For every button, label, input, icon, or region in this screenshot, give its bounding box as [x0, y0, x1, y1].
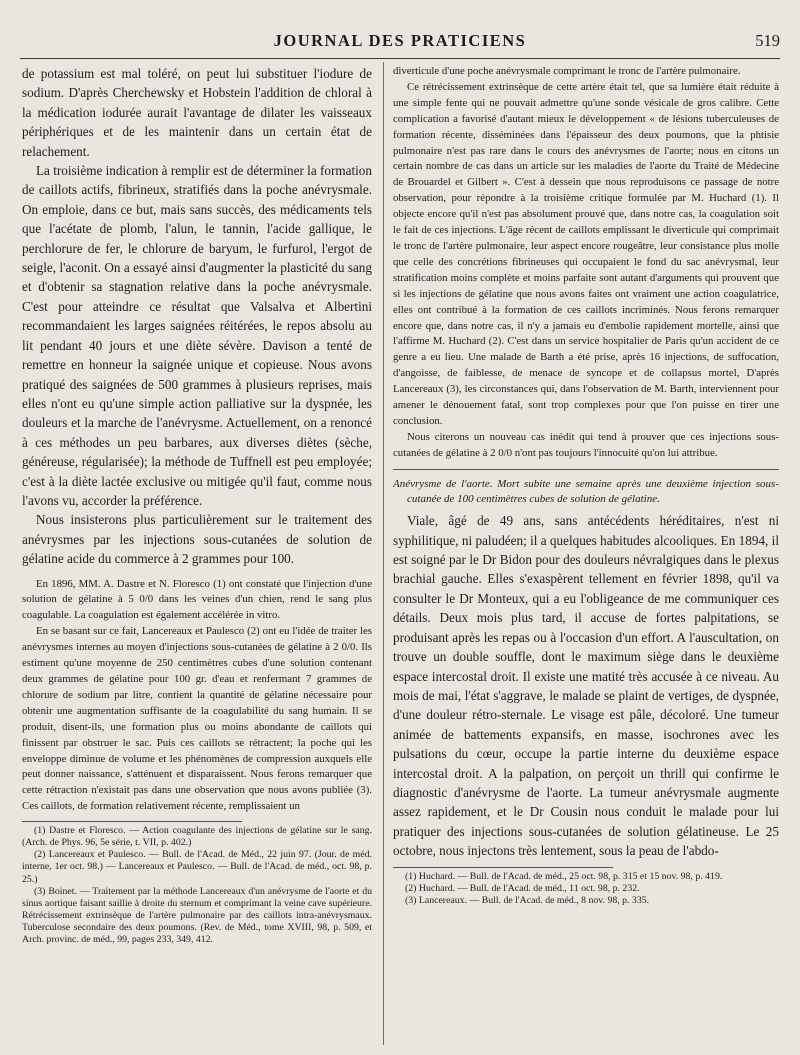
left-paragraph-1: de potassium est mal toléré, on peut lui substituer l'iodure de sodium. D'après Cherchewsky et Hobstein l'addition de chloral à la médication iodurée aurait l'avantage de dilater les vaisseaux périphériques et de les maintenir dans un certain état de relachement. — [22, 66, 372, 159]
footnote-rule — [22, 821, 242, 822]
left-small-paragraph-2: En se basant sur ce fait, Lancereaux et Paulesco (2) ont eu l'idée de traiter les anévrysmes internes au moyen d'injections sous-cutanées de gélatine à 2 0/0. Ils estiment qu'une moyenne de 250 centimètres cubes d'une solution contenant deux grammes de gélatine pour 100 gr. d'eau et renfermant 7 grammes de chlorure de sodium par litre, contient la quantité de gélatine nécessaire pour obtenir une augmentation suffisante de la coagulabilité du sang humain. Il se produit, disent-ils, une formation plus ou moins abondante de caillots qui finissent par obstruer le sac. Puis ces caillots se rétractent; la poche qui les enveloppe diminue de volume et les phénomènes de compression auxquels elle peut donner naissance, s'atténuent et disparaissent. Nous ferons remarquer que cette rétraction n'existait pas dans une observation que nous avons publiée (3). Ces caillots, de formation relativement récente, remplissaient un — [22, 625, 372, 813]
footnote: (3) Lancereaux. — Bull. de l'Acad. de méd., 8 nov. 98, p. 335. — [405, 894, 650, 906]
footnote: (2) Lancereaux et Paulesco. — Bull. de l'Acad. de Méd., 22 juin 97. (Jour. de méd. interne, 1er oct. 98.) — Lancereaux et Paulesco. — Bull. de l'Acad. de méd., oct. 98, p. 25.) — [22, 849, 372, 885]
right-paragraph-2: Ce rétrécissement extrinsèque de cette artère était tel, que sa lumière était réduite à une simple fente qui ne pouvait admettre qu'une sonde vésicale de gros calibre. Cette complication a favorisé d'autant mieux le développement « de lésions tuberculeuses de formation récente, disséminées dans l'épaisseur des deux poumons, que la phtisie pulmonaire n'est pas rare dans le cours des anévrysmes de l'aorte; nous en citons un certain nombre de cas dans un article sur les maladies de l'aorte du Traité de Médecine de Brouardel et Gilbert ». C'est à dessein que nous reproduisons ce passage de notre observation, pour répondre à la troisième critique formulée par M. Huchard (1). Il objecte encore qu'il n'est pas absolument prouvé que, dans notre cas, la coagulation soit le fait de ces injections. L'âge récent de caillots emplissant le diverticule qui comprimait le tronc de l'artère pulmonaire, leur aspect encore rougeâtre, leur consistance plus molle que celle des concrétions fibrineuses qui occupaient le fond du sac anévrysmal, leur stratification moins complète et moins parfaite sont autant d'arguments qui prouvent que si les injections de gélatine que nous avons faites ont vraiment une action coagulatrice, elles ont contribué à la formation de ces caillots incriminés. Nous ferons remarquer encore que, dans notre cas, il n'y a jamais eu d'embolie rapidement mortelle, ainsi que l'affirme M. Huchard (2). C'est dans un service hospitalier de Paris qu'un accident de ce genre a eu lieu. Une malade de Barth a été prise, après 16 injections, de suffocation, d'angoisse, de faiblesse, de menace de syncope et de collapsus mortel, D'après Lancereaux (3), les circonstances qui, dans l'observation de M. Barth, interviennent pour amener le dénouement fatal, sont trop complexes pour que l'on puisse en tirer une conclusion. — [393, 80, 779, 427]
footnote-rule — [393, 867, 613, 868]
column-divider — [383, 62, 384, 1045]
header-rule — [20, 58, 780, 59]
footnote: (1) Dastre et Floresco. — Action coagulante des injections de gélatine sur le sang. (Arch. de Phys. 96, 5e série, t. VII, p. 402.) — [22, 825, 372, 849]
case-title: Anévrysme de l'aorte. Mort subite une semaine après une deuxième injection sous-cutanée de 100 centimètres cubes de solution de gélatine. — [393, 477, 779, 505]
case-paragraph: Viale, âgé de 49 ans, sans antécédents héréditaires, n'est ni syphilitique, ni paludéen; il a quelques habitudes alcooliques. En 1894, il est soigné par le Dr Bidon pour des douleurs névralgiques dans le plexus brachial gauche. Elles s'exaspèrent tellement en février 1898, qu'il va consulter le Dr Monteux, qui a eu l'obligeance de me communiquer ces détails. Deux mois plus tard, il accuse de fortes palpitations, se produisant après les repas ou à l'occasion d'un effort. A l'auscultation, on trouve un double souffle, dont le maximum siège dans le deuxième espace intercostal droit. Il existe une matité très accusée à ce niveau. Au mois de mai, l'état s'aggrave, le malade se plaint de vertiges, de dyspnée, d'une douleur rétro-sternale. Le visage est pâle, décoloré. Une tumeur animée de battements expansifs, en masse, isochrones avec les pulsations du cœur, occupe la partie interne du deuxième espace intercostal droit. A la palpation, on perçoit un thrill qui confirme le diagnostic d'anévrysme de l'aorte. La tumeur anévrysmale augmente assez rapidement, et le Dr Cousin nous conduit le malade pour lui pratiquer des injections sous-cutanées de solution gélatineuse. Le 25 octobre, nous injectons très lentement, sous la peau de l'abdo- — [393, 513, 779, 859]
footnote: (1) Huchard. — Bull. de l'Acad. de méd., 25 oct. 98, p. 315 et 15 nov. 98, p. 419. — [405, 870, 723, 882]
journal-title: JOURNAL DES PRATICIENS — [273, 31, 527, 50]
footnote: (3) Boinet. — Traitement par la méthode Lancereaux d'un anévrysme de l'aorte et du sinus aortique faisant saillie à droite du sternum et comprimant la veine cave supérieure. Rétrécissement extrinsèque de l'artère pulmonaire par des caillots intra-anévrysmaux. Tuberculose secondaire des deux poumons. (Rev. de Méd., tome XVIII, 98, p. 509, et Arch. provinc. de méd., 99, pages 233, 349, 412. — [22, 885, 372, 945]
left-column — [22, 64, 372, 1049]
footnote: (2) Huchard. — Bull. de l'Acad. de méd., 11 oct. 98, p. 232. — [405, 882, 640, 894]
left-paragraph-2: La troisième indication à remplir est de déterminer la formation de caillots actifs, fibrineux, stratifiés dans la poche anévrysmale. On emploie, dans ce but, mais sans succès, des médicaments tels que l'acétate de plomb, l'alun, le tannin, l'acide gallique, le perchlorure de fer, le chlorure de baryum, le furfurol, l'ergot de seigle, l'aconit. On a essayé ainsi d'augmenter la plasticité du sang et d'obtenir sa stagnation relative dans la poche anévrysmale. C'est pour atteindre ce résultat que Valsalva et Albertini recommandaient les larges saignées réitérées, le repos absolu au lit pendant 40 jours et une diète sévère. Davison a tenté de remettre en honneur la saignée unique et copieuse. Nous avons pratiqué des saignées de 500 grammes à plusieurs reprises, mais elles n'ont eu qu'une simple action palliative sur la dyspnée, les douleurs et la marche de l'anévrysme. Actuellement, on a renoncé à ces méthodes un peu barbares, aux diverses diètes (sèche, généreuse, régularisée); la méthode de Tuffnell est peu employée; c'est à la diète lactée exclusive ou mitigée qu'il faut, comme nous l'avons vu, accorder la préférence. — [22, 163, 372, 508]
right-footnotes — [393, 871, 779, 907]
section-rule — [393, 469, 779, 470]
right-column — [393, 64, 779, 1049]
right-paragraph-3: Nous citerons un nouveau cas inédit qui tend à prouver que ces injections sous-cutanées de gélatine à 2 0/0 n'ont pas toujours l'innocuité qu'on lui attribue. — [393, 430, 779, 459]
page-header — [20, 26, 780, 56]
left-small-paragraph-1: En 1896, MM. A. Dastre et N. Floresco (1) ont constaté que l'injection d'une solution de gélatine à 5 0/0 dans les veines d'un chien, rend le sang plus coagulable. La coagulation est également accélérée in vitro. — [22, 577, 372, 622]
left-footnotes — [22, 825, 372, 946]
left-paragraph-3: Nous insisterons plus particulièrement sur le traitement des anévrysmes par les injections sous-cutanées de solution de gélatine acide du commerce à 2 grammes pour 100. — [22, 512, 372, 567]
page-number: 519 — [755, 31, 780, 50]
right-paragraph-1: diverticule d'une poche anévrysmale comprimant le tronc de l'artère pulmonaire. — [393, 65, 741, 77]
